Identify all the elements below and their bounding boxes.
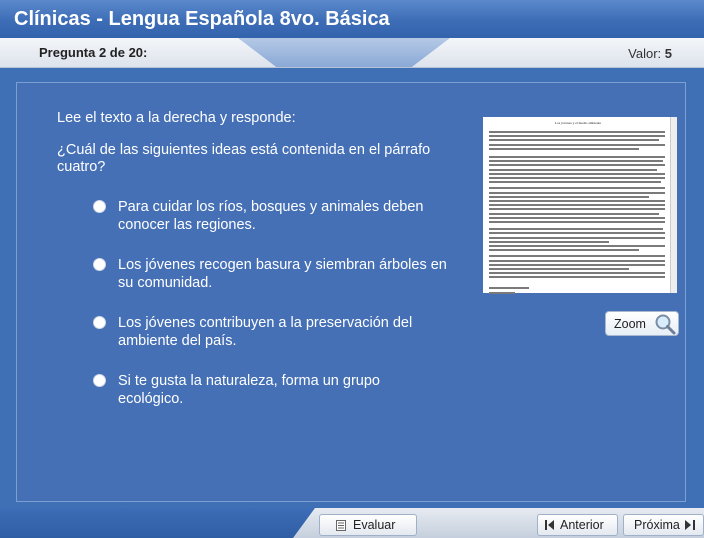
text-line <box>489 148 639 150</box>
radio-button[interactable] <box>93 374 106 387</box>
question-number: Pregunta 2 de 20: <box>39 45 148 60</box>
value-number: 5 <box>664 46 672 61</box>
text-line <box>489 249 639 251</box>
question-value <box>628 46 672 61</box>
text-line <box>489 208 665 210</box>
arrow-left-icon <box>545 520 555 530</box>
text-line <box>489 272 665 274</box>
text-line <box>489 135 665 137</box>
radio-button[interactable] <box>93 316 106 329</box>
text-line <box>489 173 665 175</box>
text-line <box>489 177 665 179</box>
document-scrollbar[interactable] <box>670 117 677 293</box>
text-line <box>489 255 665 257</box>
reading-text-thumbnail[interactable] <box>483 117 677 293</box>
radio-button[interactable] <box>93 200 106 213</box>
value-label: Valor: <box>628 46 662 61</box>
text-line <box>489 192 665 194</box>
text-line <box>489 228 663 230</box>
text-line <box>489 237 665 239</box>
text-line <box>489 144 665 146</box>
answer-option-3[interactable] <box>93 314 448 354</box>
zoom-button[interactable] <box>605 311 679 336</box>
app-title: Clínicas - Lengua Española 8vo. Básica <box>0 0 704 38</box>
document-icon <box>336 520 346 531</box>
answer-option-4[interactable] <box>93 372 448 407</box>
text-line <box>489 213 659 215</box>
magnifier-icon <box>654 313 676 335</box>
text-line <box>489 232 665 234</box>
next-label: Próxima <box>634 518 680 532</box>
answer-option-label: Los jóvenes contribuyen a la preservación del ambiente del país. <box>118 315 413 349</box>
text-line <box>489 241 609 243</box>
text-line <box>489 131 665 133</box>
text-line <box>489 169 657 171</box>
text-line <box>489 204 665 206</box>
radio-button[interactable] <box>93 258 106 271</box>
previous-button[interactable] <box>537 514 618 536</box>
text-line <box>489 276 665 278</box>
text-line <box>489 268 629 270</box>
answer-option-label: Para cuidar los ríos, bosques y animales deben conocer las regiones. <box>118 199 424 233</box>
text-line <box>489 156 665 158</box>
instruction-text: Lee el texto a la derecha y responde: <box>57 110 296 126</box>
text-line <box>489 264 665 266</box>
text-line <box>489 164 665 166</box>
answer-option-label: Si te gusta la naturaleza, forma un grupo ecológico. <box>118 373 380 407</box>
next-button[interactable] <box>623 514 704 536</box>
text-line <box>489 292 515 294</box>
text-line <box>489 160 663 162</box>
answer-option-1[interactable] <box>93 198 448 238</box>
evaluate-button[interactable] <box>319 514 417 536</box>
arrow-right-icon <box>685 520 695 530</box>
text-line <box>489 196 649 198</box>
text-line <box>489 139 659 141</box>
text-line <box>489 181 661 183</box>
text-line <box>489 217 665 219</box>
answer-option-label: Los jóvenes recogen basura y siembran árboles en su comunidad. <box>118 257 447 291</box>
text-line <box>489 200 665 202</box>
zoom-label: Zoom <box>614 317 646 331</box>
question-bar-notch <box>238 38 450 67</box>
text-line <box>489 245 665 247</box>
document-title: Los jóvenes y el medio ambiente <box>554 121 602 125</box>
question-text: ¿Cuál de las siguientes ideas está contenida en el párrafo cuatro? <box>57 142 431 175</box>
answer-option-2[interactable] <box>93 256 448 296</box>
text-line <box>489 260 665 262</box>
text-line <box>489 287 529 289</box>
previous-label: Anterior <box>560 518 604 532</box>
text-line <box>489 187 665 189</box>
text-line <box>489 221 665 223</box>
question-bar <box>0 38 704 68</box>
evaluate-label: Evaluar <box>353 518 396 532</box>
